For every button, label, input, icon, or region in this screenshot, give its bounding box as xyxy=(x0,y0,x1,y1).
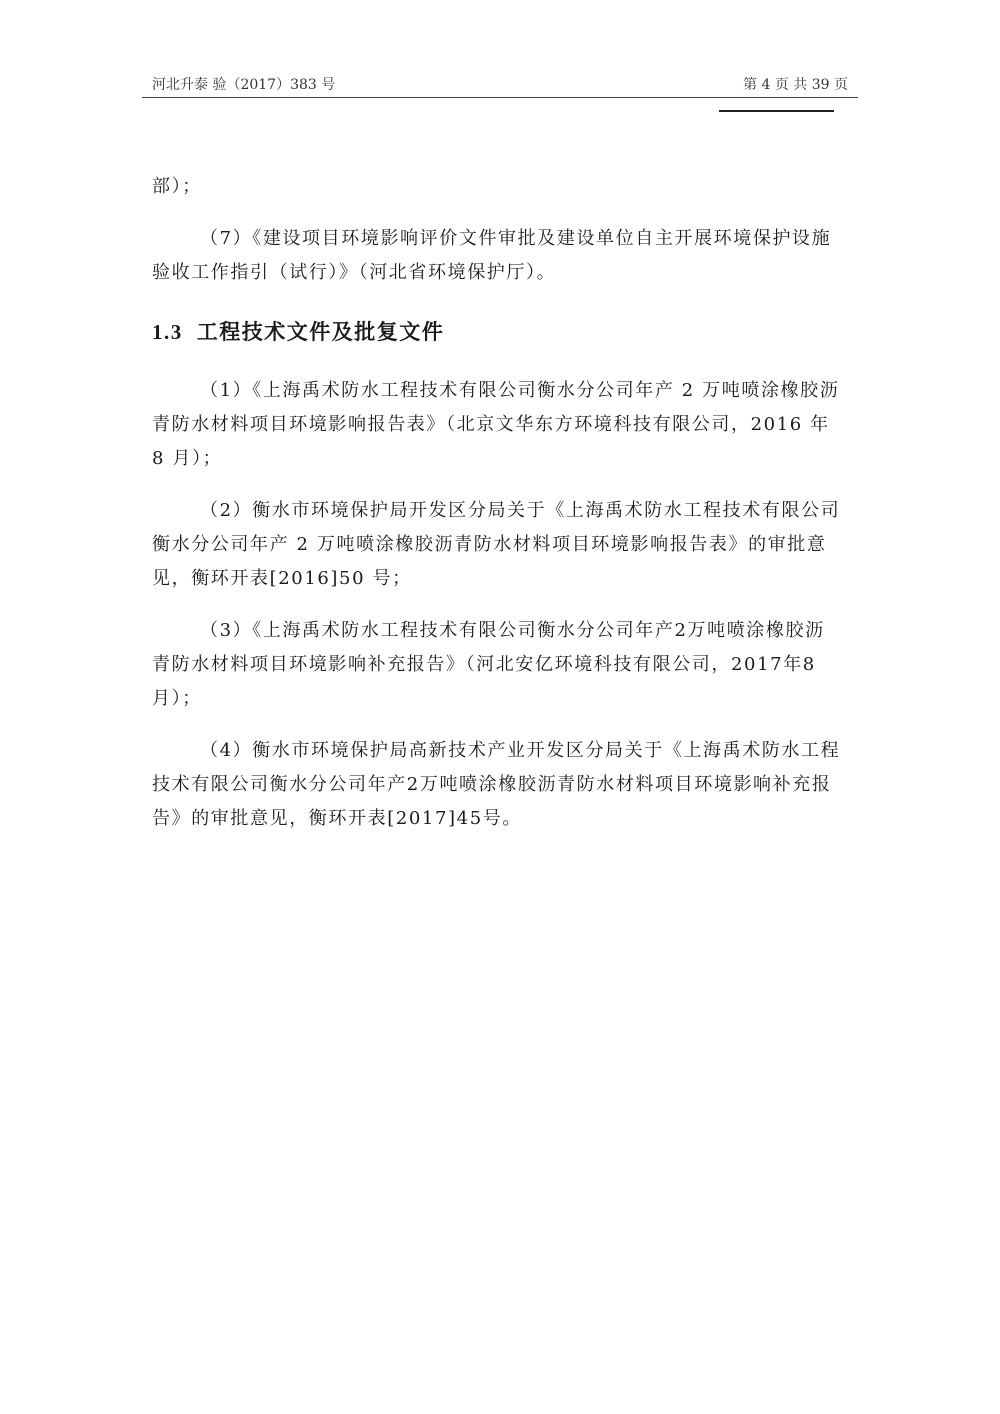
document-number: 河北升泰 验（2017）383 号 xyxy=(152,77,336,93)
paragraph-line: 青防水材料项目环境影响报告表》（北京文华东方环境科技有限公司，2016 年 xyxy=(152,414,830,435)
paragraph-line: 见，衡环开表[2016]50 号； xyxy=(152,568,412,589)
reference-item-7 xyxy=(152,222,852,290)
page-header xyxy=(152,74,858,96)
header-divider xyxy=(142,97,858,98)
section-title: 工程技术文件及批复文件 xyxy=(196,320,445,344)
paragraph-line: 月）； xyxy=(152,688,202,709)
paragraph-line: 技术有限公司衡水分公司年产2万吨喷涂橡胶沥青防水材料项目环境影响补充报 xyxy=(152,774,832,795)
paragraph-line: 8 月）； xyxy=(152,448,223,469)
header-accent-divider xyxy=(719,110,834,112)
reference-item-2 xyxy=(152,494,852,596)
paragraph-line: （2）衡水市环境保护局开发区分局关于《上海禹术防水工程技术有限公司 xyxy=(200,500,841,521)
continuation-text: 部）； xyxy=(152,176,202,197)
page-indicator: 第 4 页 共 39 页 xyxy=(743,77,848,93)
paragraph-line: （7）《建设项目环境影响评价文件审批及建设单位自主开展环境保护设施 xyxy=(200,228,832,249)
reference-item-4 xyxy=(152,734,852,836)
reference-item-1 xyxy=(152,374,852,476)
paragraph-line: 衡水分公司年产 2 万吨喷涂橡胶沥青防水材料项目环境影响报告表》的审批意 xyxy=(152,534,827,555)
paragraph-line: 青防水材料项目环境影响补充报告》（河北安亿环境科技有限公司，2017年8 xyxy=(152,654,816,675)
section-number: 1.3 xyxy=(152,320,183,344)
paragraph-line: （4）衡水市环境保护局高新技术产业开发区分局关于《上海禹术防水工程 xyxy=(200,740,841,761)
paragraph-line: （1）《上海禹术防水工程技术有限公司衡水分公司年产 2 万吨喷涂橡胶沥 xyxy=(200,380,840,401)
section-heading xyxy=(152,312,852,352)
paragraph-line: （3）《上海禹术防水工程技术有限公司衡水分公司年产2万吨喷涂橡胶沥 xyxy=(200,620,825,641)
page-body xyxy=(152,170,852,836)
paragraph-line: 告》的审批意见，衡环开表[2017]45号。 xyxy=(152,808,522,829)
reference-item-3 xyxy=(152,614,852,716)
paragraph-line: 验收工作指引（试行）》（河北省环境保护厅）。 xyxy=(152,262,557,283)
